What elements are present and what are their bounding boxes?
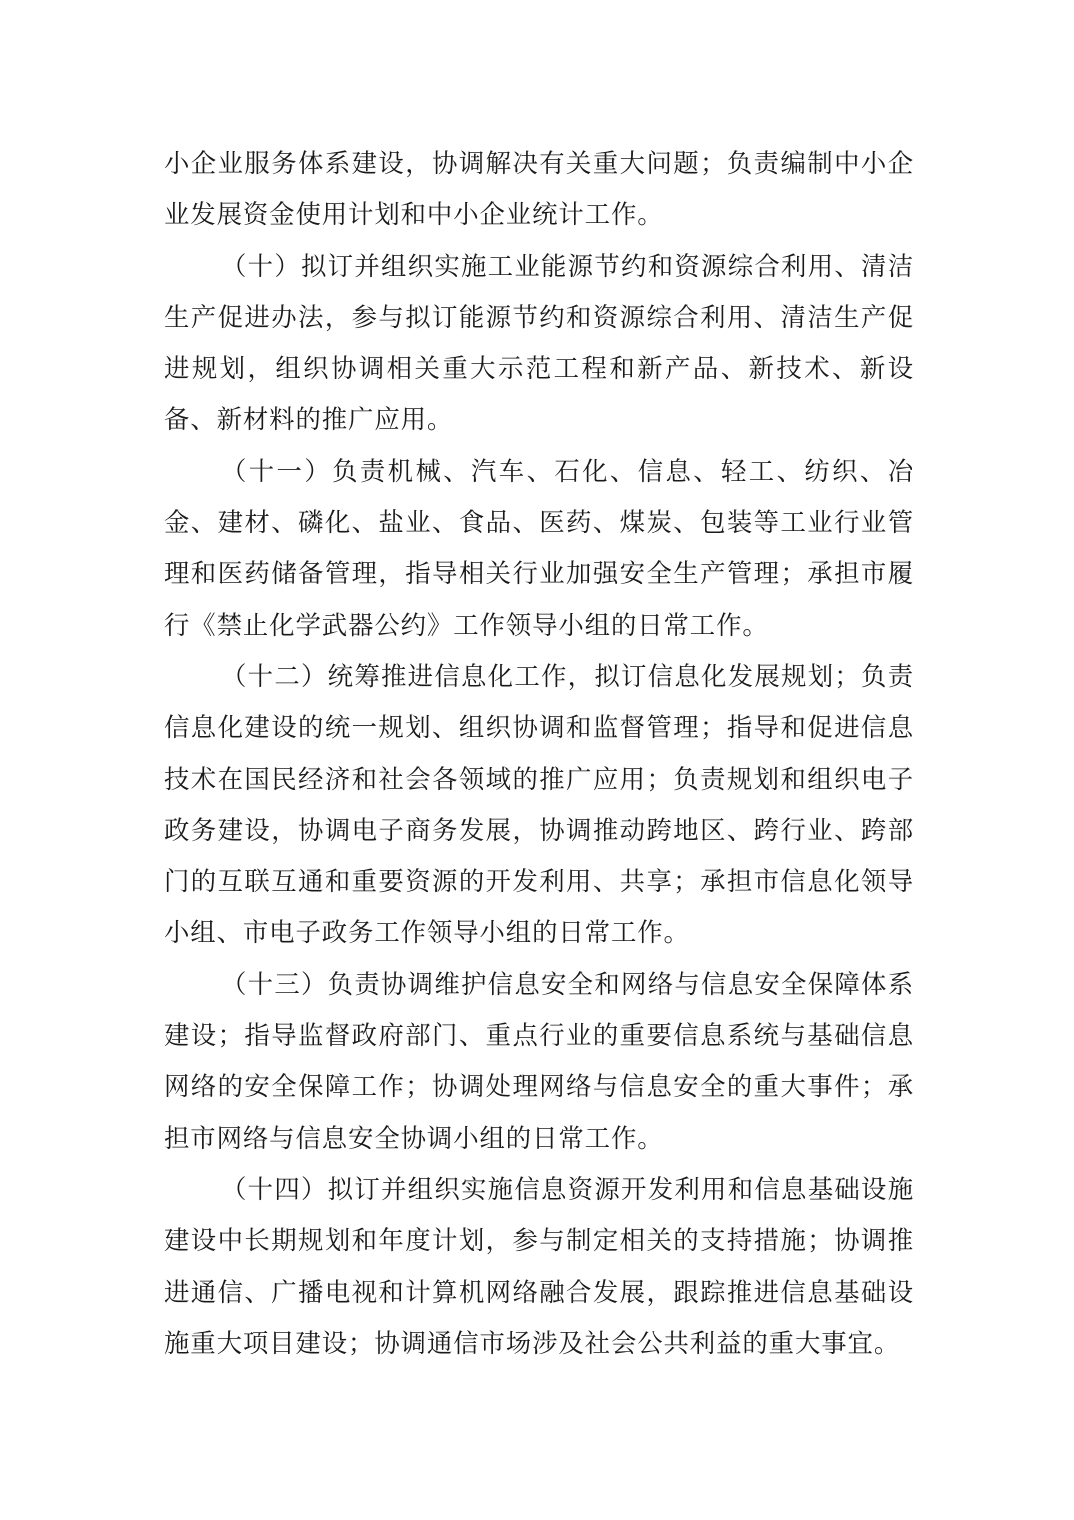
paragraph-item-12: （十二）统筹推进信息化工作，拟订信息化发展规划；负责信息化建设的统一规划、组织协调和监督管理；指导和促进信息技术在国民经济和社会各领域的推广应用；负责规划和组织电子政务建设，协调电子商务发展，协调推动跨地区、跨行业、跨部门的互联互通和重要资源的开发利用、共享；承担市信息化领导小组、市电子政务工作领导小组的日常工作。 [164,660,914,948]
paragraph-continuation: 小企业服务体系建设，协调解决有关重大问题；负责编制中小企业发展资金使用计划和中小企业统计工作。 [164,148,914,230]
paragraph-item-13: （十三）负责协调维护信息安全和网络与信息安全保障体系建设；指导监督政府部门、重点行业的重要信息系统与基础信息网络的安全保障工作；协调处理网络与信息安全的重大事件；承担市网络与信息安全协调小组的日常工作。 [164,968,914,1153]
document-body [164,138,914,1369]
paragraph-item-14: （十四）拟订并组织实施信息资源开发利用和信息基础设施建设中长期规划和年度计划，参与制定相关的支持措施；协调推进通信、广播电视和计算机网络融合发展，跟踪推进信息基础设施重大项目建设；协调通信市场涉及社会公共利益的重大事宜。 [164,1173,914,1358]
paragraph-item-10: （十）拟订并组织实施工业能源节约和资源综合利用、清洁生产促进办法，参与拟订能源节约和资源综合利用、清洁生产促进规划，组织协调相关重大示范工程和新产品、新技术、新设备、新材料的推广应用。 [164,250,914,435]
paragraph-item-11: （十一）负责机械、汽车、石化、信息、轻工、纺织、冶金、建材、磷化、盐业、食品、医药、煤炭、包装等工业行业管理和医药储备管理，指导相关行业加强安全生产管理；承担市履行《禁止化学武器公约》工作领导小组的日常工作。 [164,455,914,640]
